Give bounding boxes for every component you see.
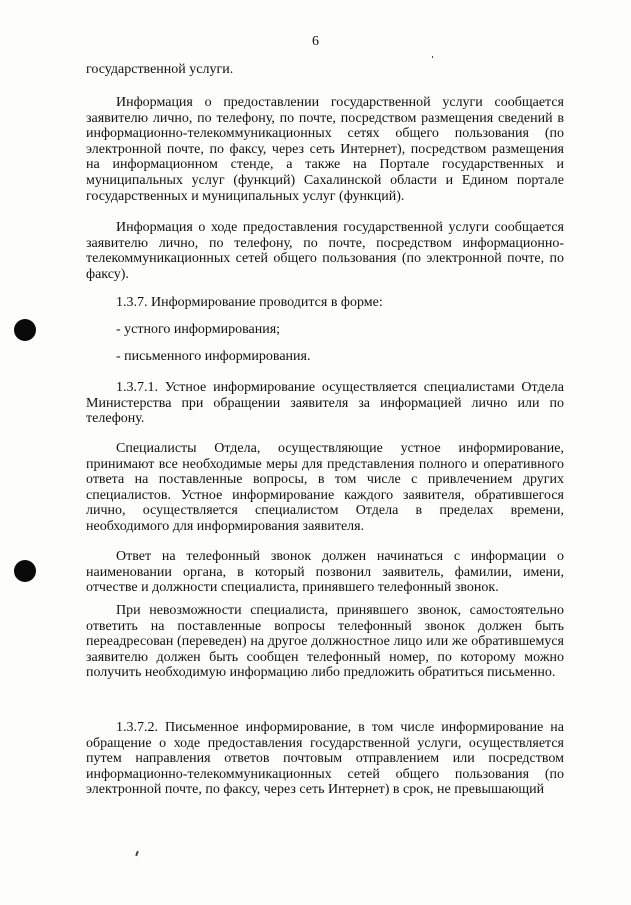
paragraph-phone-answer: Ответ на телефонный звонок должен начинаться с информации о наименовании органа, в который позвонил заявитель, фамилии, имени, отчестве и должности специалиста, принявшего телефонный звонок. <box>86 549 564 596</box>
paragraph-info-progress: Информация о ходе предоставления государственной услуги сообщается заявителю лично, по телефону, по почте, посредством информационно-телекоммуникационных сетей общего пользования (по электронной почте, по факсу). <box>86 220 564 282</box>
page-number: 6 <box>312 34 319 49</box>
scan-speck <box>135 851 139 856</box>
paragraph-1-3-7: 1.3.7. Информирование проводится в форме: <box>116 295 383 310</box>
punch-hole-top <box>14 319 36 341</box>
scan-speck <box>432 56 433 58</box>
paragraph-specialists: Специалисты Отдела, осуществляющие устное информирование, принимают все необходимые меры для представления полного и оперативного ответа на поставленные вопросы, в том числе с привлечением других специалистов. Устное информирование каждого заявителя, обратившегося лично, осуществляется специалистом Отдела в пределах времени, необходимого для информирования заявителя. <box>86 441 564 534</box>
punch-hole-bottom <box>14 560 36 582</box>
paragraph-info-provision: Информация о предоставлении государственной услуги сообщается заявителю лично, по телефону, по почте, посредством размещения сведений в информационно-телекоммуникационных сетях общего пользования (по электронной почте, по факсу, через сеть Интернет), посредством размещения на информационном стенде, а также на Портале государственных и муниципальных услуг (функций) Сахалинской области и Едином портале государственных и муниципальных услуг (функций). <box>86 95 564 204</box>
paragraph-1-3-7-2: 1.3.7.2. Письменное информирование, в том числе информирование на обращение о ходе предоставления государственной услуги, осуществляется путем направления ответов почтовым отправлением или посредством информационно-телекоммуникационных сетей общего пользования (по электронной почте, по факсу, через сеть Интернет) в срок, не превышающий <box>86 720 564 798</box>
paragraph-redirect: При невозможности специалиста, принявшего звонок, самостоятельно ответить на поставленные вопросы телефонный звонок должен быть переадресован (переведен) на другое должностное лицо или же обратившемуся заявителю должен быть сообщен телефонный номер, по которому можно получить необходимую информацию либо предложить обратиться письменно. <box>86 603 564 681</box>
list-item-written: - письменного информирования. <box>116 349 311 364</box>
list-item-oral: - устного информирования; <box>116 322 281 337</box>
paragraph-1-3-7-1: 1.3.7.1. Устное информирование осуществляется специалистами Отдела Министерства при обращении заявителя за информацией лично или по телефону. <box>86 380 564 427</box>
continuation-line: государственной услуги. <box>86 62 234 77</box>
